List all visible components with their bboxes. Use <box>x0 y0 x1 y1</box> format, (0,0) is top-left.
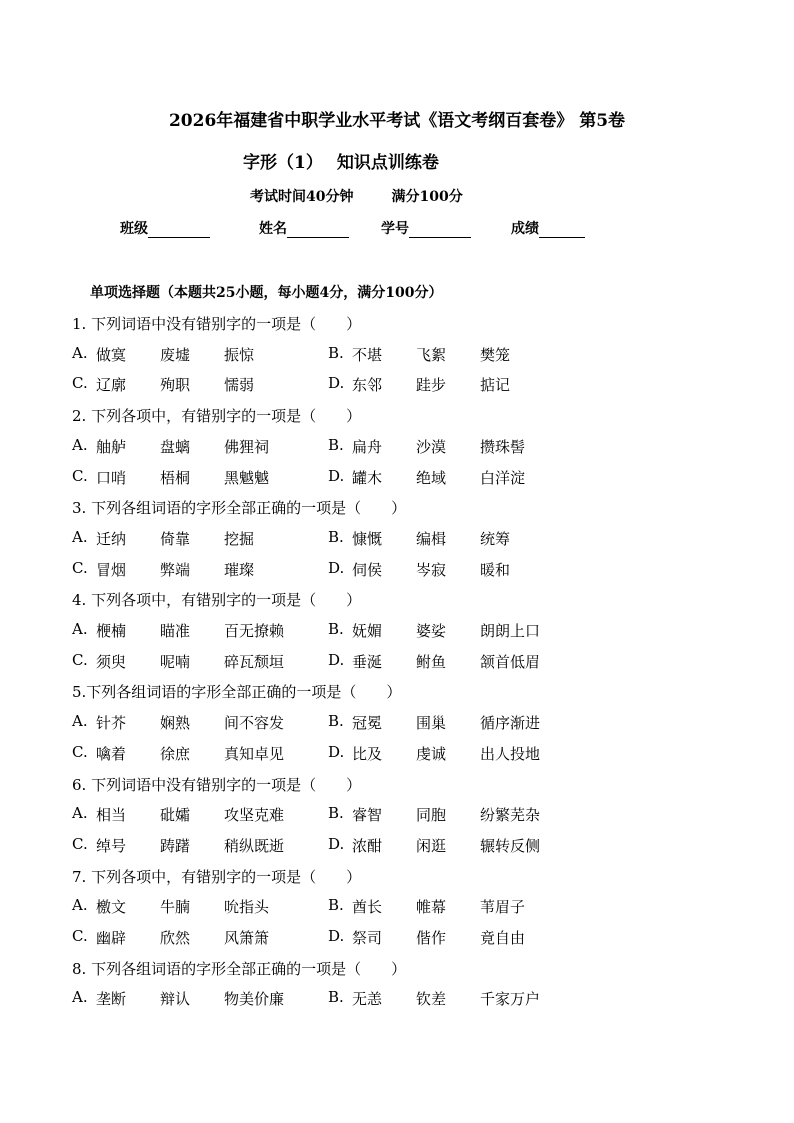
option-letter: C. <box>72 927 88 945</box>
option-word: 相当 <box>96 806 127 825</box>
option-letter: A. <box>72 988 88 1007</box>
option-word: 酋长 <box>352 898 383 917</box>
option-word: 沙漠 <box>416 437 447 456</box>
option-word: 围巢 <box>416 714 447 733</box>
option-word: 苇眉子 <box>480 898 526 917</box>
grade-field <box>511 218 585 238</box>
option-word: 纷繁芜杂 <box>480 806 541 825</box>
option-word: 祭司 <box>352 929 383 947</box>
option-letter: C. <box>72 650 88 669</box>
question-stem: 5.下列各组词语的字形全部正确的一项是（ ） <box>72 683 402 702</box>
id-blank[interactable] <box>409 223 471 238</box>
option-word: 针芥 <box>96 714 127 733</box>
class-blank[interactable] <box>148 223 210 238</box>
option-word: 绝域 <box>416 468 447 487</box>
question-stem: 2. 下列各项中，有错别字的一项是（ ） <box>72 407 362 426</box>
option-letter: A. <box>72 804 88 823</box>
option-letter: C. <box>72 466 88 485</box>
option-word: 统筹 <box>480 529 511 548</box>
option-letter: D. <box>328 466 345 485</box>
option-word: 牛腩 <box>160 898 191 917</box>
option-letter: B. <box>328 712 344 731</box>
question-stem: 8. 下列各组词语的字形全部正确的一项是（ ） <box>72 959 407 978</box>
option-word: 编楫 <box>416 529 447 548</box>
option-letter: C. <box>72 742 88 761</box>
option-word: 稍纵既逝 <box>224 836 285 855</box>
option-letter: D. <box>328 374 345 393</box>
option-word: 东邻 <box>352 376 383 395</box>
option-word: 白洋淀 <box>480 468 526 487</box>
option-word: 朗朗上口 <box>480 622 541 640</box>
option-letter: A. <box>72 343 88 362</box>
option-word: 飞絮 <box>416 345 447 364</box>
option-letter: B. <box>328 620 344 638</box>
option-letter: A. <box>72 527 88 546</box>
option-letter: B. <box>328 343 344 362</box>
option-word: 偕作 <box>416 929 447 947</box>
option-letter: B. <box>328 804 344 823</box>
option-word: 罐木 <box>352 468 383 487</box>
option-word: 踌躇 <box>160 836 191 855</box>
class-field <box>120 218 210 238</box>
option-word: 婆娑 <box>416 622 447 640</box>
option-word: 间不容发 <box>224 714 285 733</box>
option-letter: A. <box>72 712 88 731</box>
option-word: 璀璨 <box>224 560 255 579</box>
option-letter: A. <box>72 435 88 454</box>
question-stem: 7. 下列各项中，有错别字的一项是（ ） <box>72 867 362 886</box>
section-heading: 单项选择题（本题共25小题，每小题4分，满分100分） <box>90 285 443 301</box>
name-label: 姓名 <box>259 221 287 237</box>
exam-subtitle <box>243 148 439 173</box>
option-letter: B. <box>328 988 344 1007</box>
option-word: 舳舻 <box>96 437 127 456</box>
option-letter: A. <box>72 620 88 638</box>
option-word: 出人投地 <box>480 744 541 763</box>
option-word: 扁舟 <box>352 437 383 456</box>
option-word: 呢喃 <box>160 652 191 671</box>
option-word: 风箫箫 <box>224 929 270 947</box>
question-stem: 6. 下列词语中没有错别字的一项是（ ） <box>72 775 362 794</box>
option-word: 颔首低眉 <box>480 652 541 671</box>
id-field <box>381 218 471 238</box>
option-word: 无恙 <box>352 990 383 1009</box>
option-letter: A. <box>72 896 88 915</box>
option-word: 楩楠 <box>96 622 127 640</box>
option-word: 掂记 <box>480 376 511 395</box>
option-word: 竟自由 <box>480 929 526 947</box>
option-letter: C. <box>72 558 88 577</box>
option-word: 岑寂 <box>416 560 447 579</box>
option-word: 口哨 <box>96 468 127 487</box>
option-word: 殉职 <box>160 376 191 395</box>
option-letter: C. <box>72 834 88 853</box>
option-word: 闲逛 <box>416 836 447 855</box>
option-word: 瞄准 <box>160 622 191 640</box>
exam-title: 2026年福建省中职学业水平考试《语文考纲百套卷》 第5卷 <box>168 111 626 131</box>
option-word: 噙着 <box>96 744 127 763</box>
option-word: 挖掘 <box>224 529 255 548</box>
option-word: 冒烟 <box>96 560 127 579</box>
option-word: 倚靠 <box>160 529 191 548</box>
grade-blank[interactable] <box>539 223 585 238</box>
option-letter: D. <box>328 834 345 853</box>
option-letter: B. <box>328 435 344 454</box>
option-word: 须臾 <box>96 652 127 671</box>
option-letter: D. <box>328 742 345 761</box>
option-word: 辩认 <box>160 990 191 1009</box>
option-word: 百无撩赖 <box>224 622 285 640</box>
option-word: 佛狸祠 <box>224 437 270 456</box>
exam-time-score <box>250 186 463 206</box>
option-letter: B. <box>328 896 344 915</box>
option-word: 千家万户 <box>480 990 541 1009</box>
subtitle-topic: 字形（1） <box>243 153 323 173</box>
question-stem: 1. 下列词语中没有错别字的一项是（ ） <box>72 315 362 333</box>
option-word: 攻坚克难 <box>224 806 285 825</box>
exam-time: 考试时间40分钟 <box>250 189 354 205</box>
option-word: 徐庶 <box>160 744 191 763</box>
grade-label: 成绩 <box>511 221 539 237</box>
option-letter: D. <box>328 650 345 669</box>
name-blank[interactable] <box>287 223 349 238</box>
option-word: 暖和 <box>480 560 511 579</box>
option-word: 幽辟 <box>96 929 127 947</box>
option-letter: C. <box>72 374 88 393</box>
option-word: 弊端 <box>160 560 191 579</box>
option-word: 绰号 <box>96 836 127 855</box>
option-word: 梧桐 <box>160 468 191 487</box>
option-word: 娴熟 <box>160 714 191 733</box>
option-word: 伺侯 <box>352 560 383 579</box>
option-word: 睿智 <box>352 806 383 825</box>
option-word: 浓酣 <box>352 836 383 855</box>
option-word: 砒孀 <box>160 806 191 825</box>
option-letter: D. <box>328 558 345 577</box>
option-word: 懦弱 <box>224 376 255 395</box>
option-word: 不堪 <box>352 345 383 364</box>
exam-score: 满分100分 <box>391 189 463 205</box>
option-word: 黑魆魆 <box>224 468 270 487</box>
option-word: 废墟 <box>160 345 191 364</box>
option-word: 迁纳 <box>96 529 127 548</box>
option-word: 垂涎 <box>352 652 383 671</box>
class-label: 班级 <box>120 221 148 237</box>
option-word: 比及 <box>352 744 383 763</box>
option-word: 欣然 <box>160 929 191 947</box>
option-word: 跬步 <box>416 376 447 395</box>
option-word: 循序渐进 <box>480 714 541 733</box>
option-word: 冠冕 <box>352 714 383 733</box>
option-letter: B. <box>328 527 344 546</box>
option-word: 鲋鱼 <box>416 652 447 671</box>
option-word: 虔诚 <box>416 744 447 763</box>
option-word: 振惊 <box>224 345 255 364</box>
option-word: 垄断 <box>96 990 127 1009</box>
option-word: 帷幕 <box>416 898 447 917</box>
option-word: 檄文 <box>96 898 127 917</box>
option-word: 妩媚 <box>352 622 383 640</box>
id-label: 学号 <box>381 221 409 237</box>
option-word: 攒珠髻 <box>480 437 526 456</box>
name-field <box>259 218 349 238</box>
option-word: 吮指头 <box>224 898 270 917</box>
option-word: 辗转反侧 <box>480 836 541 855</box>
option-letter: D. <box>328 927 345 945</box>
subtitle-type: 知识点训练卷 <box>336 153 439 173</box>
question-stem: 3. 下列各组词语的字形全部正确的一项是（ ） <box>72 499 407 518</box>
option-word: 辽廓 <box>96 376 127 395</box>
option-word: 盘螭 <box>160 437 191 456</box>
option-word: 碎瓦颓垣 <box>224 652 285 671</box>
option-word: 钦差 <box>416 990 447 1009</box>
option-word: 慷慨 <box>352 529 383 548</box>
option-word: 樊笼 <box>480 345 511 364</box>
option-word: 真知卓见 <box>224 744 285 763</box>
question-stem: 4. 下列各项中，有错别字的一项是（ ） <box>72 591 362 610</box>
option-word: 做寞 <box>96 345 127 364</box>
option-word: 物美价廉 <box>224 990 285 1009</box>
option-word: 同胞 <box>416 806 447 825</box>
